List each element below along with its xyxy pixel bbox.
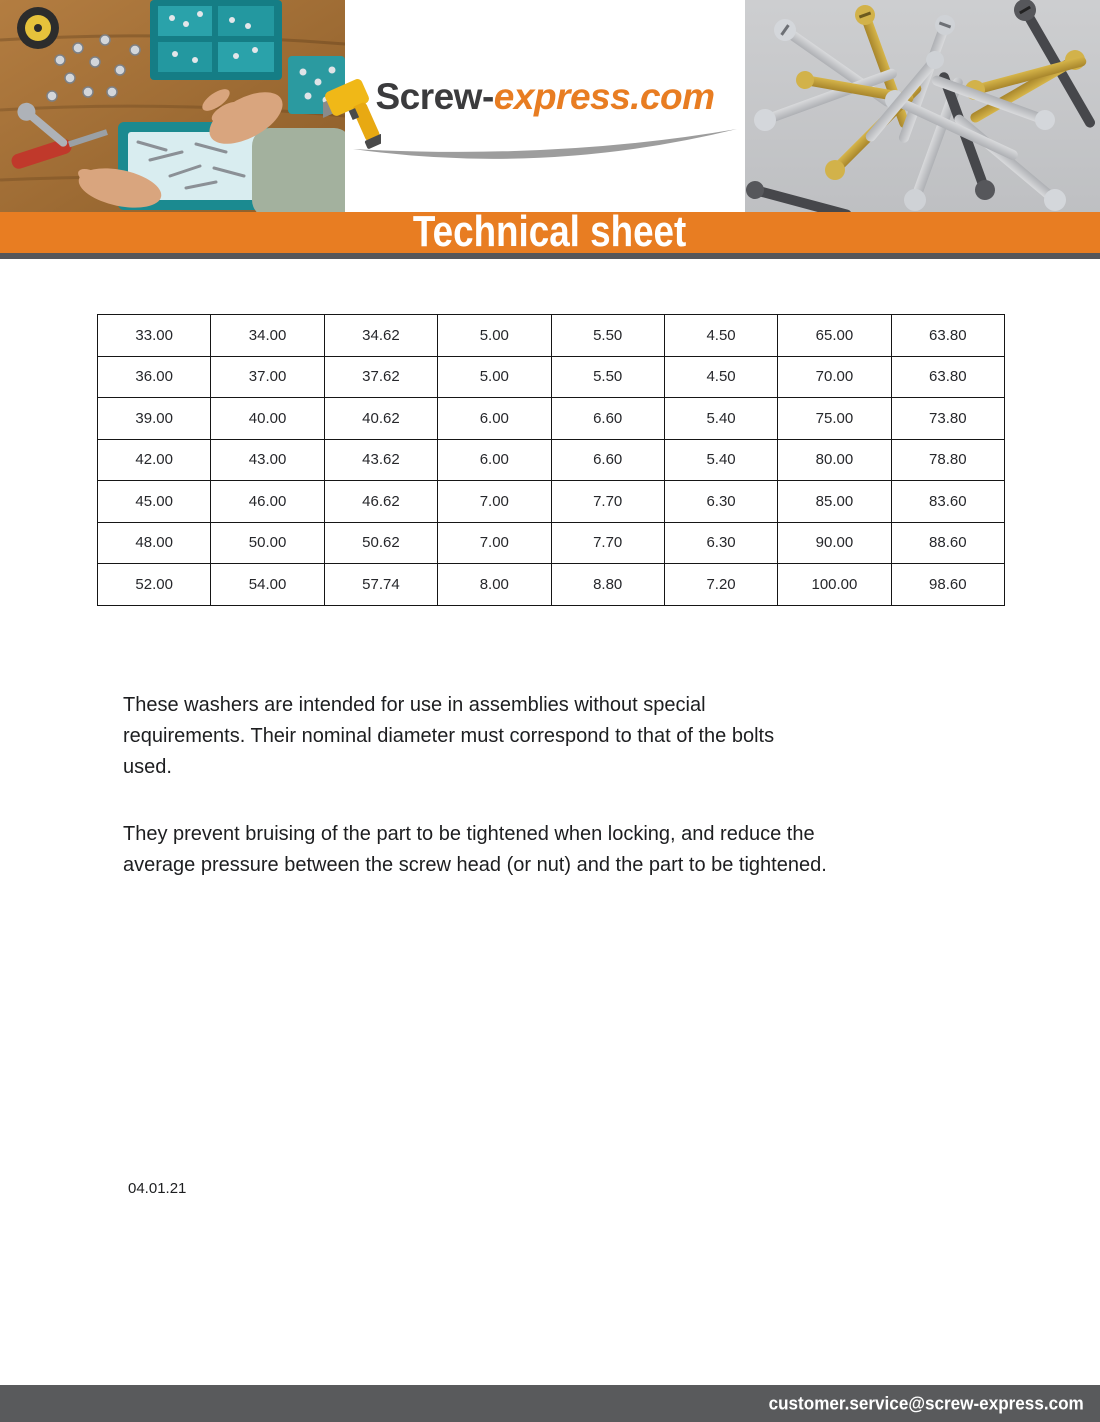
- table-cell: 34.62: [324, 315, 437, 357]
- table-cell: 78.80: [891, 439, 1004, 481]
- table-cell: 6.60: [551, 439, 664, 481]
- table-cell: 75.00: [778, 398, 891, 440]
- paragraph-1-line-1: These washers are intended for use in assemblies without special: [123, 693, 706, 716]
- table-row: [98, 522, 1005, 564]
- table-cell: 83.60: [891, 481, 1004, 523]
- table-cell: 70.00: [778, 356, 891, 398]
- table-cell: 48.00: [98, 522, 211, 564]
- description-section: [123, 690, 1100, 881]
- table-cell: 4.50: [664, 315, 777, 357]
- table-cell: 6.00: [438, 398, 551, 440]
- customer-service-email: customer.service@screw-express.com: [768, 1392, 1084, 1414]
- logo-text-dark: Screw-: [375, 76, 494, 117]
- table-cell: 6.00: [438, 439, 551, 481]
- site-logo: [375, 76, 714, 118]
- table-cell: 40.62: [324, 398, 437, 440]
- table-cell: 52.00: [98, 564, 211, 606]
- table-cell: 54.00: [211, 564, 324, 606]
- workbench-photo: [0, 0, 345, 212]
- table-cell: 80.00: [778, 439, 891, 481]
- table-cell: 8.00: [438, 564, 551, 606]
- table-row: [98, 356, 1005, 398]
- table-cell: 33.00: [98, 315, 211, 357]
- table-cell: 6.30: [664, 481, 777, 523]
- table-cell: 39.00: [98, 398, 211, 440]
- table-cell: 43.00: [211, 439, 324, 481]
- table-cell: 100.00: [778, 564, 891, 606]
- banner: [0, 208, 1100, 259]
- table-row: [98, 315, 1005, 357]
- table-cell: 5.00: [438, 356, 551, 398]
- header: [0, 0, 1100, 212]
- logo-zone: [345, 0, 745, 212]
- paragraph-2-line-1: They prevent bruising of the part to be tightened when locking, and reduce the: [123, 822, 815, 845]
- table-row: [98, 564, 1005, 606]
- table-cell: 7.20: [664, 564, 777, 606]
- table-cell: 46.00: [211, 481, 324, 523]
- table-cell: 40.00: [211, 398, 324, 440]
- table-cell: 7.00: [438, 522, 551, 564]
- table-cell: 88.60: [891, 522, 1004, 564]
- table-cell: 5.50: [551, 356, 664, 398]
- screws-photo: [745, 0, 1100, 212]
- table-cell: 5.00: [438, 315, 551, 357]
- table-cell: 50.62: [324, 522, 437, 564]
- table-cell: 63.80: [891, 356, 1004, 398]
- paragraph-1-line-2: requirements. Their nominal diameter must correspond to that of the bolts: [123, 724, 775, 747]
- table-cell: 90.00: [778, 522, 891, 564]
- table-cell: 8.80: [551, 564, 664, 606]
- table-cell: 42.00: [98, 439, 211, 481]
- table-cell: 46.62: [324, 481, 437, 523]
- table-cell: 6.30: [664, 522, 777, 564]
- logo-text-orange: express.com: [493, 76, 715, 117]
- table-row: [98, 398, 1005, 440]
- table-cell: 57.74: [324, 564, 437, 606]
- table-cell: 65.00: [778, 315, 891, 357]
- table-cell: 37.00: [211, 356, 324, 398]
- table-cell: 43.62: [324, 439, 437, 481]
- table-cell: 45.00: [98, 481, 211, 523]
- footer-bar: [0, 1385, 1100, 1422]
- table-cell: 34.00: [211, 315, 324, 357]
- table-cell: 7.00: [438, 481, 551, 523]
- table-cell: 73.80: [891, 398, 1004, 440]
- spec-table: [97, 314, 1005, 606]
- table-cell: 6.60: [551, 398, 664, 440]
- page-title: Technical sheet: [413, 208, 687, 256]
- revision-date: 04.01.21: [128, 1180, 187, 1197]
- logo-swoosh: [345, 122, 745, 164]
- table-cell: 5.50: [551, 315, 664, 357]
- screws-photo-illustration: [745, 0, 1100, 212]
- table-cell: 98.60: [891, 564, 1004, 606]
- table-cell: 85.00: [778, 481, 891, 523]
- table-cell: 7.70: [551, 481, 664, 523]
- table-row: [98, 481, 1005, 523]
- table-cell: 50.00: [211, 522, 324, 564]
- table-cell: 7.70: [551, 522, 664, 564]
- table-cell: 5.40: [664, 439, 777, 481]
- table-cell: 4.50: [664, 356, 777, 398]
- table-cell: 5.40: [664, 398, 777, 440]
- paragraph-1-line-3: used.: [123, 755, 172, 778]
- table-cell: 36.00: [98, 356, 211, 398]
- spec-table-body: [98, 315, 1005, 606]
- paragraph-2: [123, 819, 1100, 881]
- workbench-photo-illustration: [0, 0, 345, 212]
- table-row: [98, 439, 1005, 481]
- paragraph-1: [123, 690, 1100, 783]
- table-cell: 37.62: [324, 356, 437, 398]
- table-cell: 63.80: [891, 315, 1004, 357]
- paragraph-2-line-2: average pressure between the screw head (or nut) and the part to be tightened.: [123, 853, 827, 876]
